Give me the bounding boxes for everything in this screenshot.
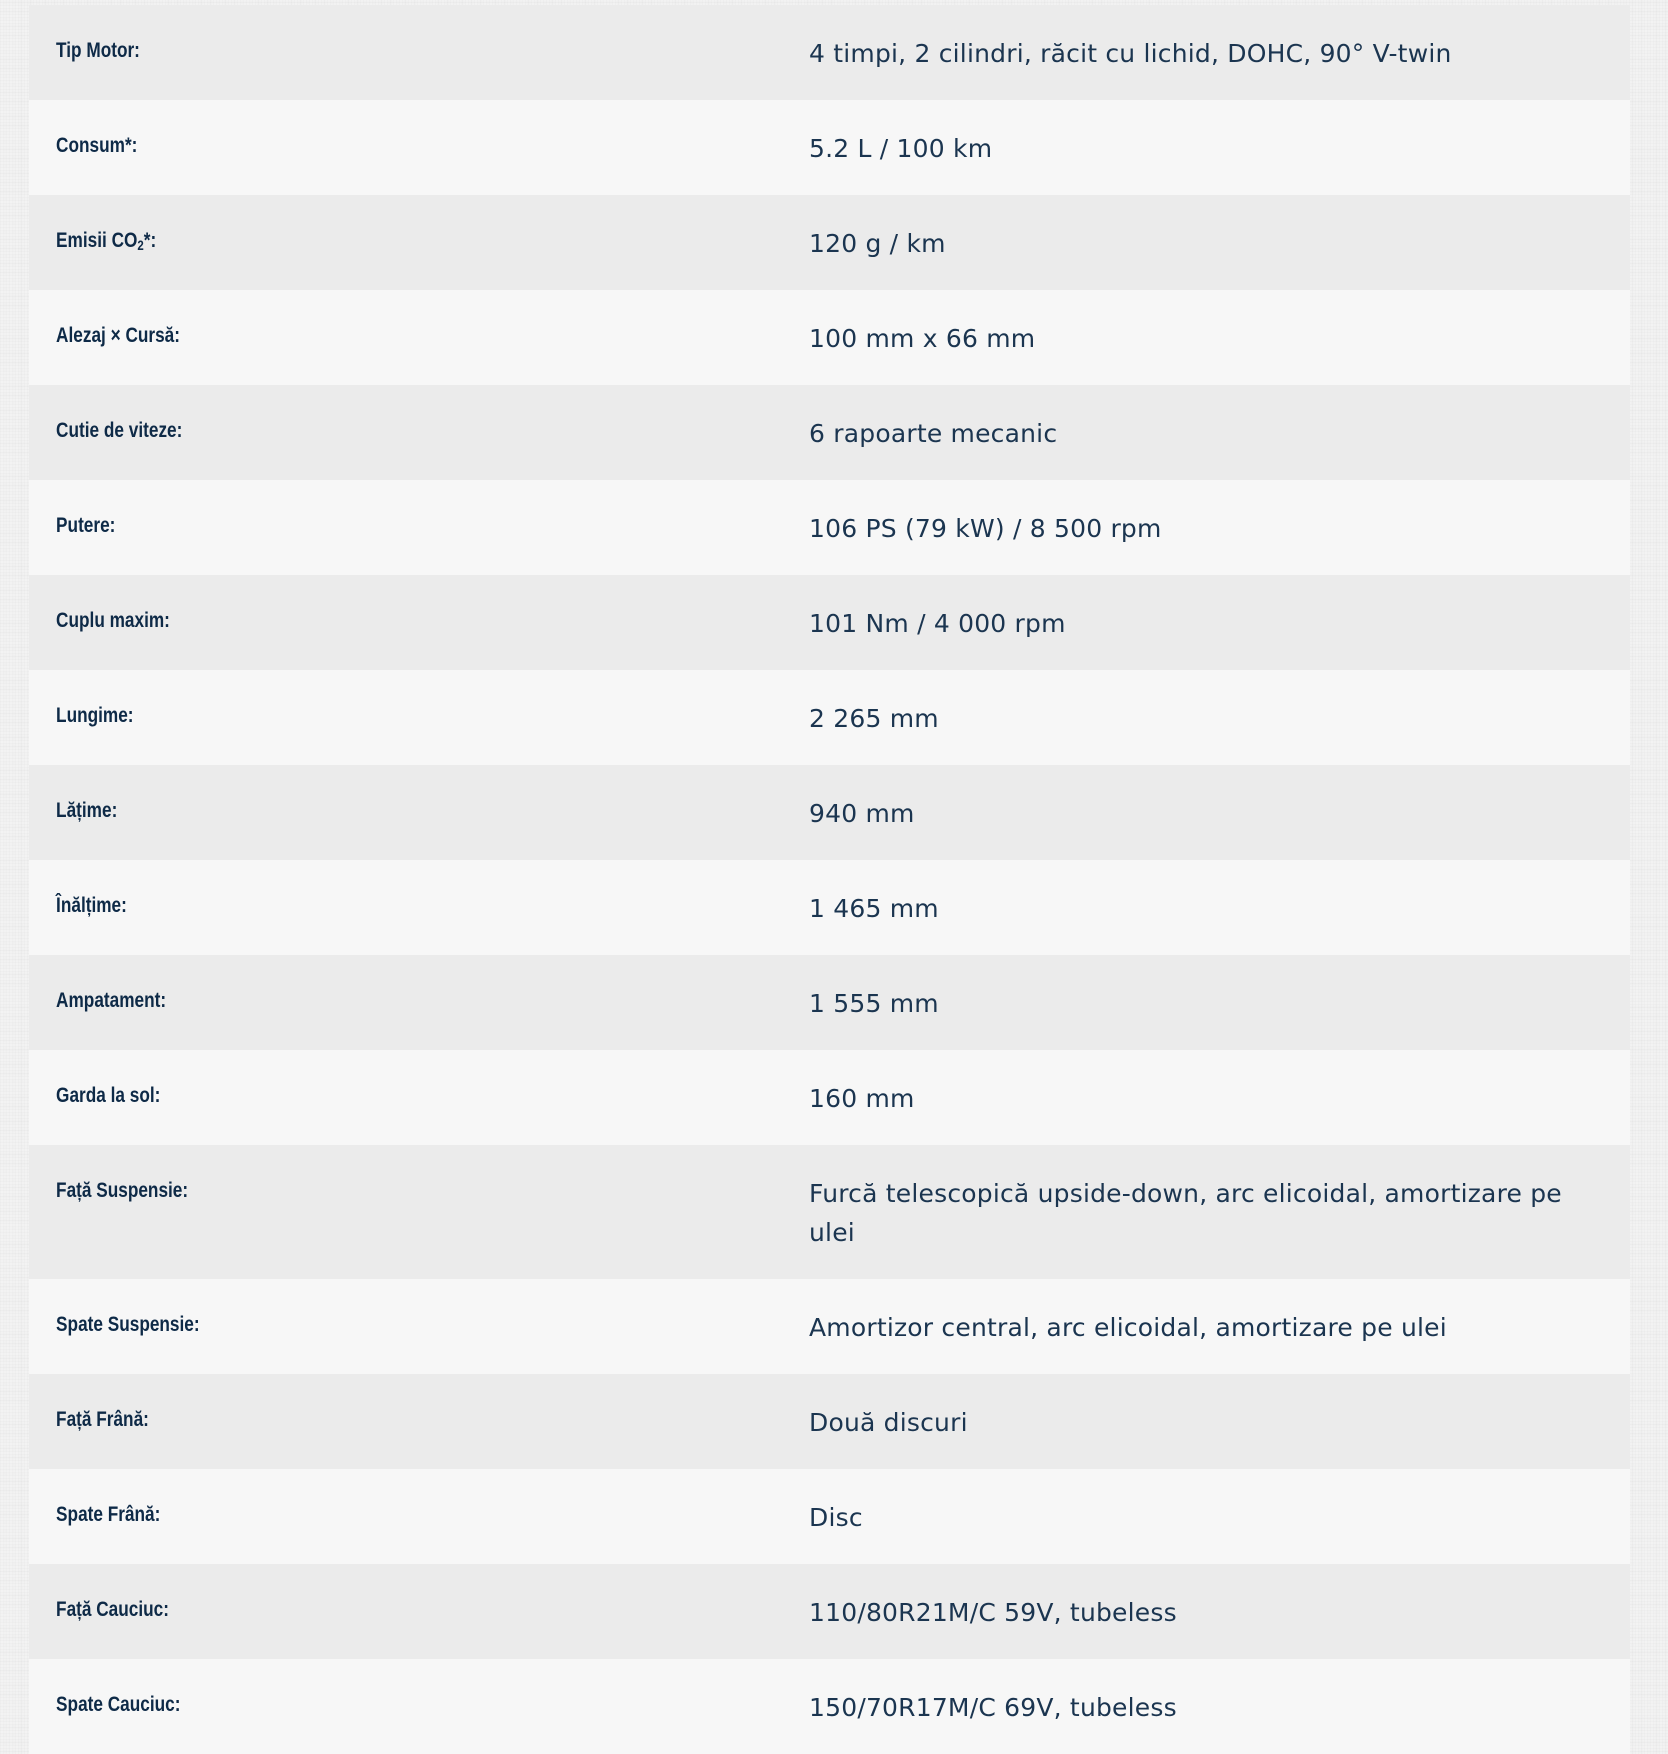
spec-row-front-brake [29,1374,1630,1469]
spec-label: Față Cauciuc: [56,1598,169,1621]
spec-value: 150/70R17M/C 69V, tubeless [809,1693,1177,1722]
spec-row-bore-stroke [29,290,1630,385]
spec-label: Spate Cauciuc: [56,1693,181,1716]
spec-value: Disc [809,1503,863,1532]
spec-row-front-tire [29,1564,1630,1659]
spec-label: Tip Motor: [56,39,140,62]
spec-row-length [29,670,1630,765]
spec-row-wheelbase [29,955,1630,1050]
spec-row-consumption [29,100,1630,195]
spec-value: 160 mm [809,1084,915,1113]
spec-value: 120 g / km [809,229,946,258]
spec-label-suffix: *: [143,229,157,252]
spec-label: Lățime: [56,799,118,822]
spec-value: 940 mm [809,799,915,828]
spec-value: 6 rapoarte mecanic [809,419,1058,448]
spec-value: 1 465 mm [809,894,939,923]
spec-label: Cuplu maxim: [56,609,170,632]
spec-row-power [29,480,1630,575]
spec-label: Față Frână: [56,1408,149,1431]
spec-label: Putere: [56,514,116,537]
spec-label: Față Suspensie: [56,1179,189,1202]
spec-row-rear-suspension [29,1279,1630,1374]
spec-row-front-suspension [29,1145,1630,1279]
spec-row-engine-type [29,5,1630,100]
spec-row-ground-clearance [29,1050,1630,1145]
spec-row-gearbox [29,385,1630,480]
spec-label-subscript: 2 [137,237,144,253]
spec-label: Spate Suspensie: [56,1313,200,1336]
spec-value: Două discuri [809,1408,968,1437]
spec-row-max-torque [29,575,1630,670]
spec-value: 2 265 mm [809,704,939,733]
spec-row-rear-tire [29,1659,1630,1754]
spec-value: 106 PS (79 kW) / 8 500 rpm [809,514,1162,543]
spec-label [29,224,669,255]
spec-label: Înălțime: [56,894,127,917]
spec-value: 101 Nm / 4 000 rpm [809,609,1066,638]
spec-label: Cutie de viteze: [56,419,183,442]
spec-row-rear-brake [29,1469,1630,1564]
spec-row-height [29,860,1630,955]
spec-label: Garda la sol: [56,1084,161,1107]
spec-label: Consum*: [56,134,138,157]
spec-row-co2-emissions [29,195,1630,290]
spec-label: Spate Frână: [56,1503,161,1526]
spec-label: Alezaj × Cursă: [56,324,181,347]
spec-value: 5.2 L / 100 km [809,134,993,163]
spec-table [29,5,1630,1754]
spec-label-prefix: Emisii CO [56,229,138,252]
spec-value: Furcă telescopică upside-down, arc elicoidal, amortizare pe ulei [809,1179,1562,1247]
spec-value: Amortizor central, arc elicoidal, amortizare pe ulei [809,1313,1447,1342]
spec-label: Ampatament: [56,989,167,1012]
spec-row-width [29,765,1630,860]
spec-value: 100 mm x 66 mm [809,324,1036,353]
spec-label: Lungime: [56,704,134,727]
spec-value: 1 555 mm [809,989,939,1018]
spec-value: 110/80R21M/C 59V, tubeless [809,1598,1177,1627]
spec-value: 4 timpi, 2 cilindri, răcit cu lichid, DOHC, 90° V-twin [809,39,1452,68]
